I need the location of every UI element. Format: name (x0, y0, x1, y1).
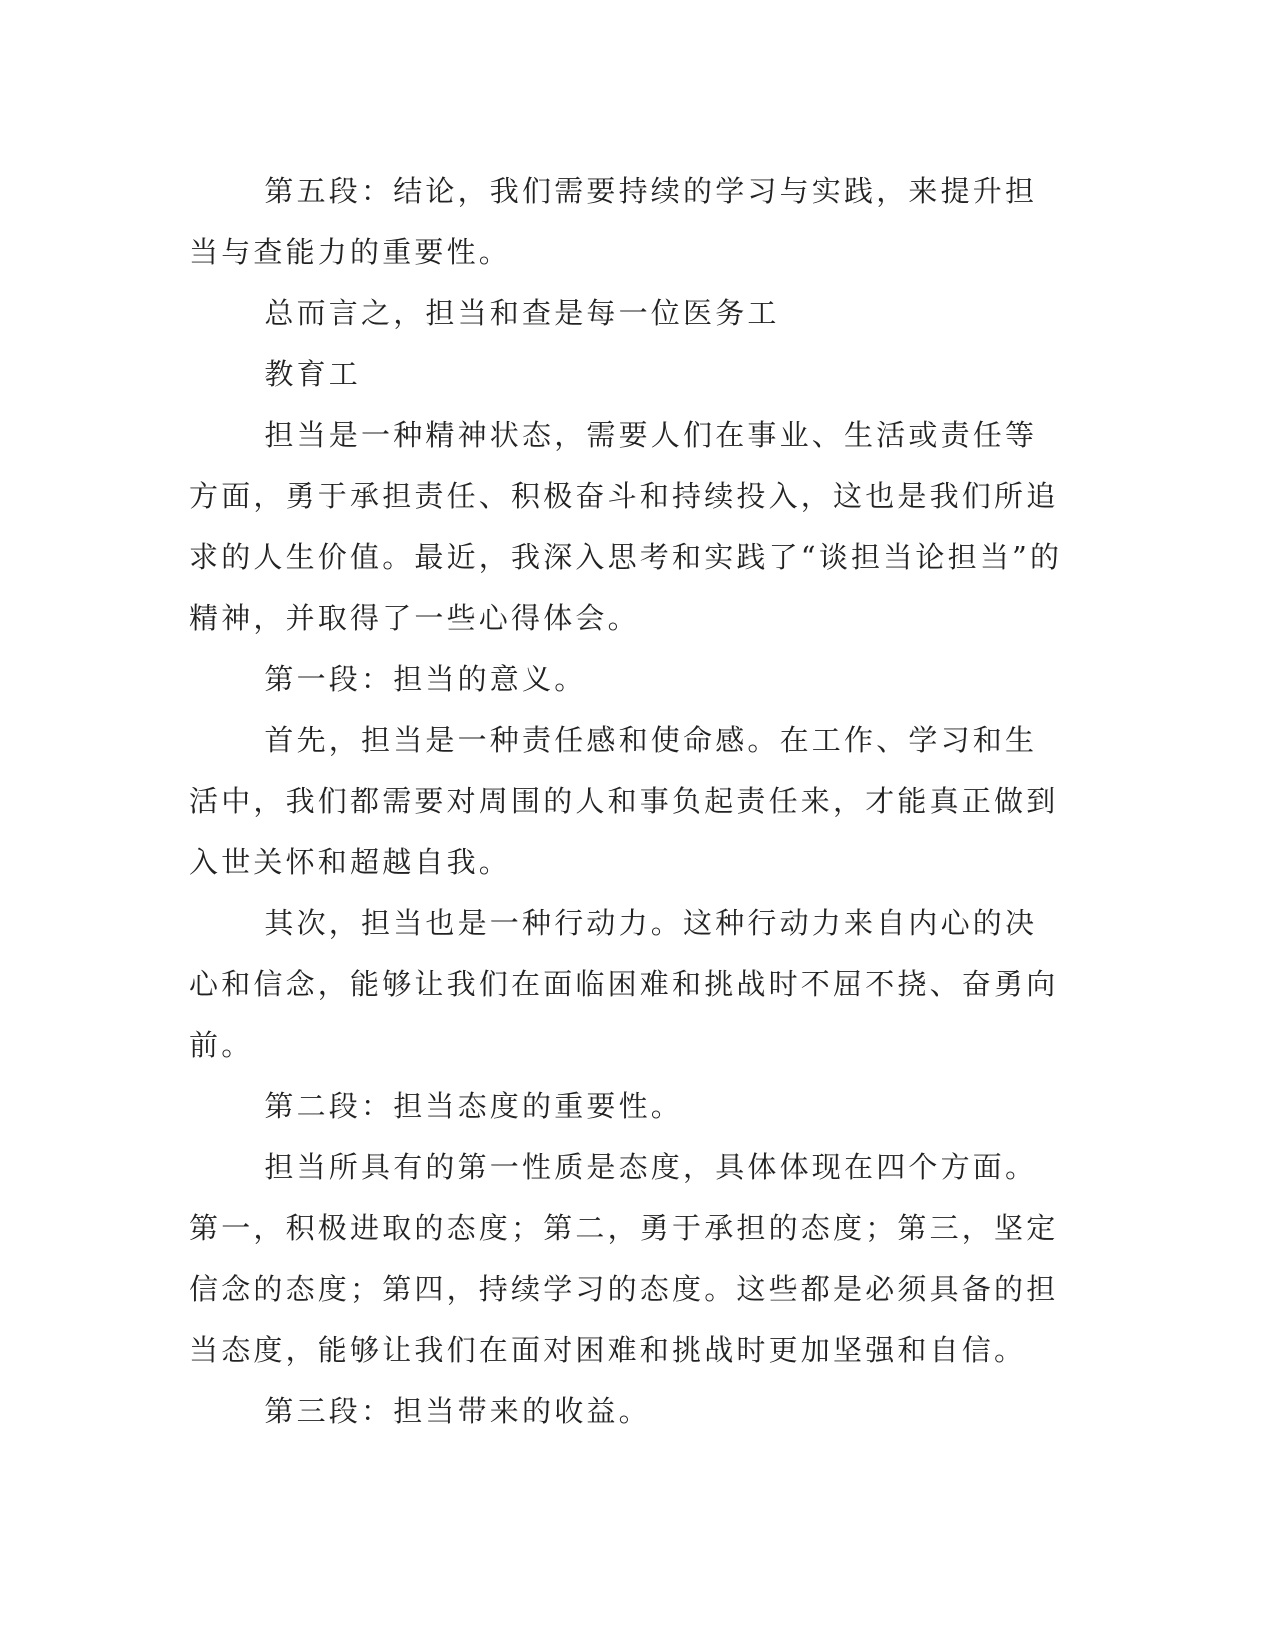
paragraph-summary: 总而言之，担当和查是每一位医务工 (264, 296, 780, 330)
paragraph-first: 首先，担当是一种责任感和使命感。在工作、学习和生活中，我们都需要对周围的人和事负起责任来，才能真正做到入世关怀和超越自我。 (189, 723, 1059, 879)
heading-section-three: 第三段：担当带来的收益。 (264, 1394, 651, 1428)
document-body (189, 161, 1069, 1442)
paragraph-second: 其次，担当也是一种行动力。这种行动力来自内心的决心和信念，能够让我们在面临困难和挑战时不屈不挠、奋勇向前。 (189, 906, 1059, 1062)
paragraph-fragment: 教育工 (264, 357, 361, 391)
heading-section-one: 第一段：担当的意义。 (264, 662, 587, 696)
heading-section-two: 第二段：担当态度的重要性。 (264, 1089, 683, 1123)
paragraph-intro: 担当是一种精神状态，需要人们在事业、生活或责任等方面，勇于承担责任、积极奋斗和持续投入，这也是我们所追求的人生价值。最近，我深入思考和实践了“谈担当论担当”的精神，并取得了一些心得体会。 (189, 418, 1063, 635)
paragraph-attitudes: 担当所具有的第一性质是态度，具体体现在四个方面。第一，积极进取的态度；第二，勇于承担的态度；第三，坚定信念的态度；第四，持续学习的态度。这些都是必须具备的担当态度，能够让我们在面对困难和挑战时更加坚强和自信。 (189, 1150, 1059, 1367)
paragraph-conclusion: 第五段：结论，我们需要持续的学习与实践，来提升担当与查能力的重要性。 (189, 174, 1038, 269)
